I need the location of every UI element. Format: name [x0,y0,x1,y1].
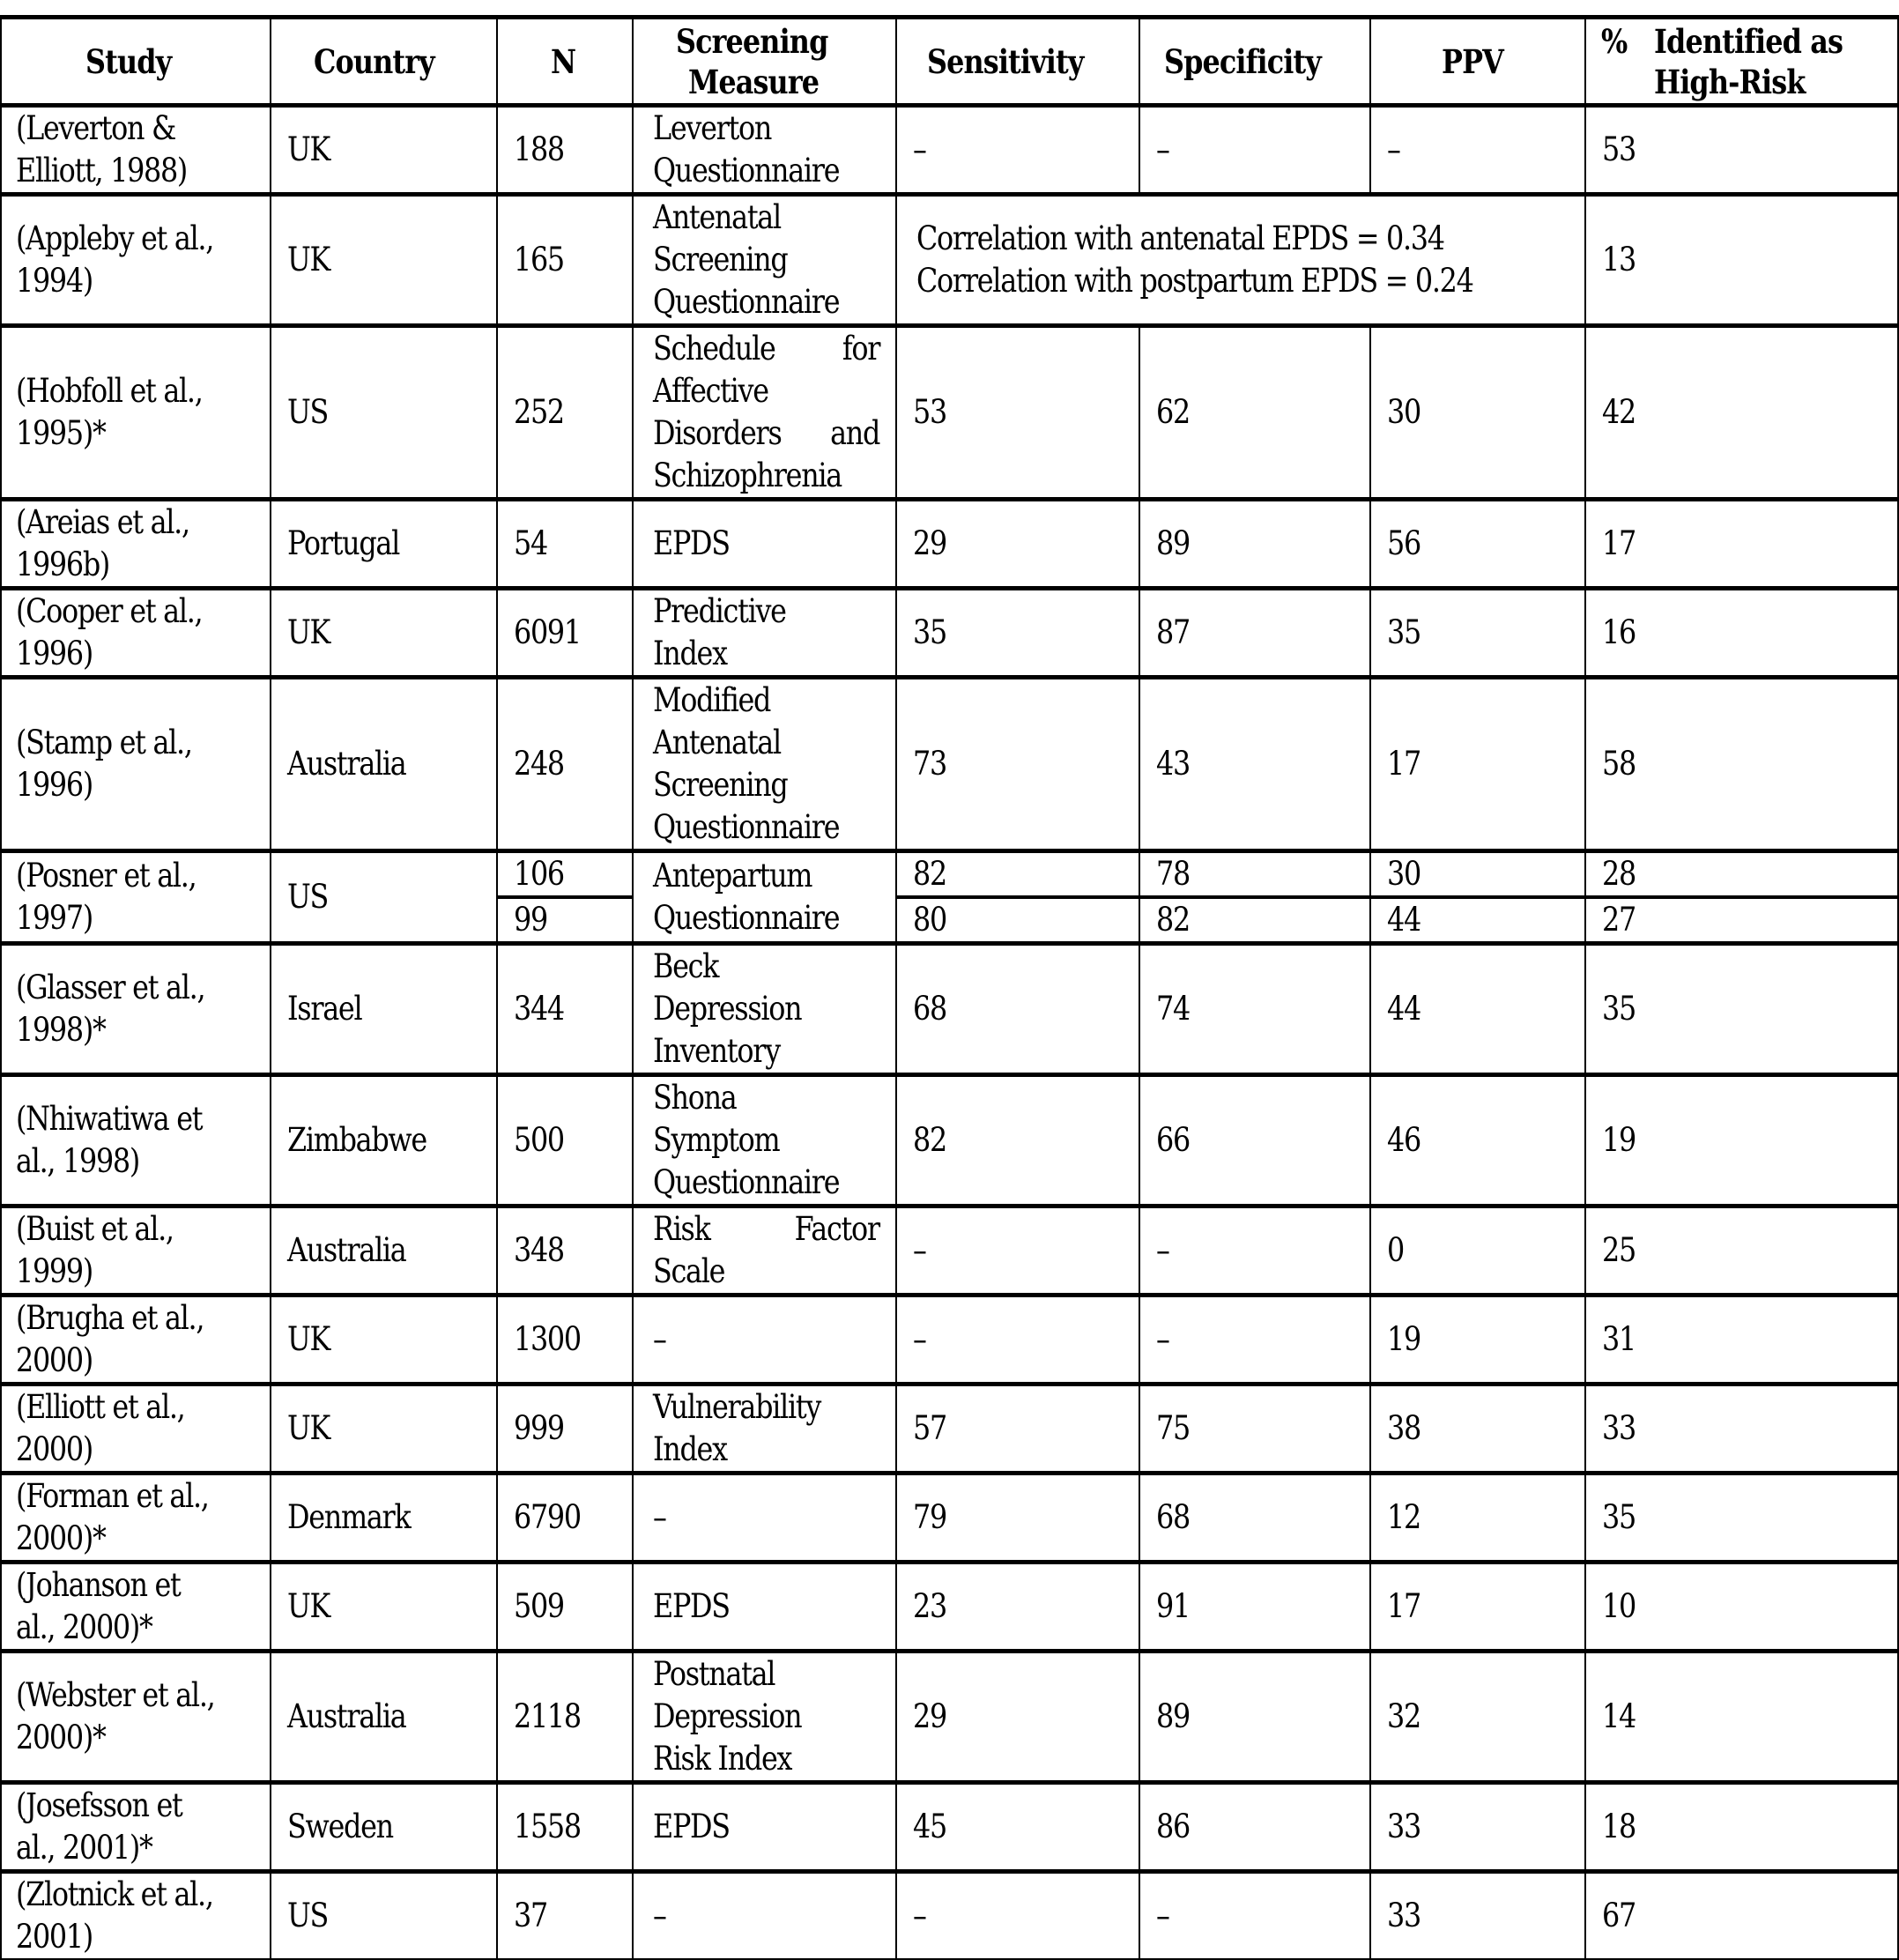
cell-study: (Cooper et al., 1996) [1,589,271,678]
cell-country: UK [271,106,497,195]
cell-ppv: 46 [1370,1075,1585,1206]
cell-n: 99 [497,897,633,944]
cell-n: 54 [497,500,633,589]
cell-identified: 35 [1585,944,1898,1075]
table-row [1,1296,1898,1385]
header-identified-high-risk: % Identified as High-Risk [1585,18,1898,106]
table-row [1,1206,1898,1296]
cell-country: US [271,851,497,944]
table-row [1,1075,1898,1206]
cell-sensitivity: 57 [896,1385,1139,1474]
cell-study: (Josefsson et al., 2001)* [1,1783,271,1872]
cell-n: 37 [497,1872,633,1960]
cell-ppv: 38 [1370,1385,1585,1474]
cell-sensitivity: 23 [896,1563,1139,1652]
cell-study: (Elliott et al., 2000) [1,1385,271,1474]
header-study: Study [1,18,271,106]
cell-screening-measure: Antenatal Screening Questionnaire [633,195,896,326]
table-row [1,944,1898,1075]
cell-country: US [271,1872,497,1960]
cell-n: 2118 [497,1652,633,1783]
cell-identified: 53 [1585,106,1898,195]
cell-study: (Glasser et al., 1998)* [1,944,271,1075]
header-specificity: Specificity [1139,18,1370,106]
cell-country: UK [271,1563,497,1652]
cell-study: (Stamp et al., 1996) [1,678,271,851]
cell-ppv: 33 [1370,1783,1585,1872]
cell-study: (Zlotnick et al., 2001) [1,1872,271,1960]
cell-specificity: 82 [1139,897,1370,944]
cell-ppv: 19 [1370,1296,1585,1385]
measure-word: and [830,414,879,452]
cell-screening-measure: Vulnerability Index [633,1385,896,1474]
cell-sensitivity: 73 [896,678,1139,851]
table-row [1,1872,1898,1960]
cell-specificity: – [1139,1296,1370,1385]
cell-country: Australia [271,1652,497,1783]
cell-ppv: 33 [1370,1872,1585,1960]
header-n: N [497,18,633,106]
cell-identified: 58 [1585,678,1898,851]
cell-identified: 28 [1585,851,1898,898]
cell-study: (Forman et al., 2000)* [1,1474,271,1563]
cell-ppv: 32 [1370,1652,1585,1783]
cell-screening-measure: Schedule for Affective Disorders and Schizophrenia [633,326,896,500]
cell-screening-measure: Leverton Questionnaire [633,106,896,195]
table-row [1,106,1898,195]
cell-sensitivity: 82 [896,1075,1139,1206]
cell-specificity: 62 [1139,326,1370,500]
cell-n: 500 [497,1075,633,1206]
cell-screening-measure: – [633,1296,896,1385]
cell-ppv: 44 [1370,944,1585,1075]
cell-identified: 17 [1585,500,1898,589]
cell-screening-measure: Shona Symptom Questionnaire [633,1075,896,1206]
cell-country: UK [271,589,497,678]
cell-country: Israel [271,944,497,1075]
cell-specificity: 89 [1139,500,1370,589]
cell-sensitivity: 80 [896,897,1139,944]
cell-specificity: – [1139,106,1370,195]
cell-country: UK [271,1385,497,1474]
table-row [1,326,1898,500]
table-row [1,500,1898,589]
cell-sensitivity: 82 [896,851,1139,898]
cell-ppv: 30 [1370,326,1585,500]
cell-sensitivity: 29 [896,1652,1139,1783]
cell-country: US [271,326,497,500]
cell-specificity: 87 [1139,589,1370,678]
cell-identified: 25 [1585,1206,1898,1296]
cell-identified: 16 [1585,589,1898,678]
cell-country: UK [271,195,497,326]
cell-ppv: 0 [1370,1206,1585,1296]
cell-ppv: 12 [1370,1474,1585,1563]
cell-specificity: 78 [1139,851,1370,898]
cell-study: (Buist et al., 1999) [1,1206,271,1296]
cell-identified: 13 [1585,195,1898,326]
header-sensitivity: Sensitivity [896,18,1139,106]
cell-country: Australia [271,1206,497,1296]
table-row [1,1474,1898,1563]
screening-studies-table [0,15,1899,1960]
table-row [1,1563,1898,1652]
cell-n: 1300 [497,1296,633,1385]
cell-identified: 19 [1585,1075,1898,1206]
cell-sensitivity: – [896,1872,1139,1960]
cell-screening-measure: Antepartum Questionnaire [633,851,896,944]
cell-sensitivity: – [896,1206,1139,1296]
cell-n: 252 [497,326,633,500]
cell-screening-measure: Postnatal Depression Risk Index [633,1652,896,1783]
table-row [1,589,1898,678]
cell-identified: 42 [1585,326,1898,500]
table-row [1,678,1898,851]
table-body [1,106,1898,1960]
cell-sensitivity: 79 [896,1474,1139,1563]
cell-sensitivity: – [896,106,1139,195]
cell-ppv: 35 [1370,589,1585,678]
measure-word: Factor [794,1210,879,1248]
cell-specificity: 75 [1139,1385,1370,1474]
cell-identified: 14 [1585,1652,1898,1783]
cell-study: (Hobfoll et al., 1995)* [1,326,271,500]
header-country: Country [271,18,497,106]
table-row [1,195,1898,326]
cell-identified: 10 [1585,1563,1898,1652]
cell-study: (Brugha et al., 2000) [1,1296,271,1385]
cell-screening-measure: – [633,1474,896,1563]
cell-study: (Leverton & Elliott, 1988) [1,106,271,195]
header-screening-measure: Screening Measure [633,18,896,106]
cell-n: 509 [497,1563,633,1652]
cell-screening-measure: Modified Antenatal Screening Questionnaire [633,678,896,851]
cell-specificity: 86 [1139,1783,1370,1872]
cell-n: 348 [497,1206,633,1296]
header-row [1,18,1898,106]
cell-screening-measure: EPDS [633,500,896,589]
cell-specificity: 66 [1139,1075,1370,1206]
cell-sensitivity: 29 [896,500,1139,589]
header-ppv: PPV [1370,18,1585,106]
cell-n: 1558 [497,1783,633,1872]
cell-n: 999 [497,1385,633,1474]
measure-word: Disorders [653,414,782,452]
cell-ppv: 17 [1370,678,1585,851]
cell-country: Zimbabwe [271,1075,497,1206]
cell-specificity: 91 [1139,1563,1370,1652]
cell-study: (Johanson et al., 2000)* [1,1563,271,1652]
cell-ppv: 17 [1370,1563,1585,1652]
cell-specificity: – [1139,1206,1370,1296]
cell-ppv: 44 [1370,897,1585,944]
cell-screening-measure: – [633,1872,896,1960]
cell-specificity: 68 [1139,1474,1370,1563]
table-row [1,1652,1898,1783]
table-row [1,1385,1898,1474]
cell-country: Denmark [271,1474,497,1563]
cell-study: (Appleby et al., 1994) [1,195,271,326]
measure-word: for [842,330,879,368]
cell-sensitivity: 53 [896,326,1139,500]
measure-line [653,412,879,455]
measure-line [653,328,879,370]
cell-identified: 27 [1585,897,1898,944]
cell-ppv: – [1370,106,1585,195]
cell-screening-measure: Risk Factor Scale [633,1206,896,1296]
cell-n: 188 [497,106,633,195]
cell-country: Australia [271,678,497,851]
measure-line [653,1208,879,1251]
table-row [1,1783,1898,1872]
cell-country: Portugal [271,500,497,589]
cell-identified: 33 [1585,1385,1898,1474]
cell-identified: 18 [1585,1783,1898,1872]
cell-screening-measure: EPDS [633,1783,896,1872]
cell-sensitivity: 45 [896,1783,1139,1872]
cell-specificity: 43 [1139,678,1370,851]
cell-correlation: Correlation with antenatal EPDS = 0.34 Correlation with postpartum EPDS = 0.24 [896,195,1585,326]
cell-identified: 31 [1585,1296,1898,1385]
cell-n: 248 [497,678,633,851]
cell-ppv: 30 [1370,851,1585,898]
cell-sensitivity: 35 [896,589,1139,678]
cell-country: UK [271,1296,497,1385]
cell-screening-measure: Beck Depression Inventory [633,944,896,1075]
cell-screening-measure: EPDS [633,1563,896,1652]
cell-study: (Areias et al., 1996b) [1,500,271,589]
cell-n: 6091 [497,589,633,678]
table-row [1,851,1898,898]
cell-sensitivity: 68 [896,944,1139,1075]
cell-specificity: 74 [1139,944,1370,1075]
cell-study: (Nhiwatiwa et al., 1998) [1,1075,271,1206]
cell-n: 6790 [497,1474,633,1563]
cell-n: 165 [497,195,633,326]
cell-specificity: 89 [1139,1652,1370,1783]
cell-study: (Posner et al., 1997) [1,851,271,944]
measure-word: Risk [653,1210,710,1248]
cell-n: 344 [497,944,633,1075]
cell-ppv: 56 [1370,500,1585,589]
cell-country: Sweden [271,1783,497,1872]
cell-screening-measure: Predictive Index [633,589,896,678]
cell-identified: 35 [1585,1474,1898,1563]
cell-n: 106 [497,851,633,898]
cell-identified: 67 [1585,1872,1898,1960]
cell-sensitivity: – [896,1296,1139,1385]
measure-word: Schedule [653,330,775,368]
cell-specificity: – [1139,1872,1370,1960]
cell-study: (Webster et al., 2000)* [1,1652,271,1783]
